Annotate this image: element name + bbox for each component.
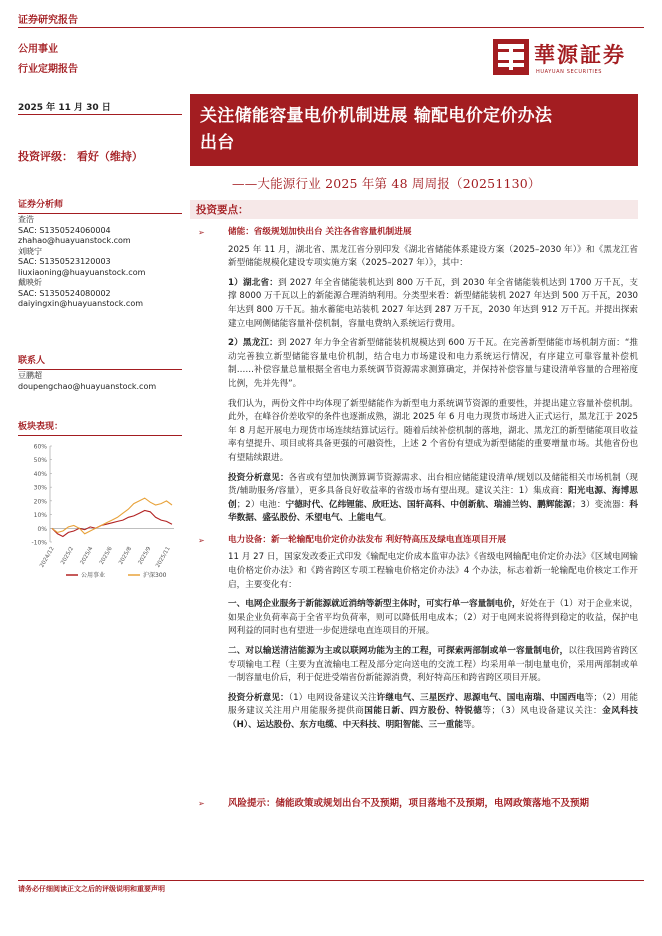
report-title-line1: 关注储能容量电价机制进展 输配电价定价办法	[200, 106, 553, 126]
y-tick-label: 60%	[33, 443, 47, 451]
analyst-block	[18, 215, 145, 310]
report-subtitle: ——大能源行业 2025 年第 48 周周报（20251130）	[232, 176, 541, 191]
analyst-name: 刘晓宁	[18, 246, 42, 256]
logo-name-en: HUAYUAN SECURITIES	[536, 69, 603, 75]
y-tick-label: 20%	[33, 498, 47, 506]
y-tick-label: 40%	[33, 470, 47, 478]
paragraph: 我们认为，两份文件中均体现了新型储能作为新型电力系统调节资源的重要性，并提出建立容量补偿机制。此外，在峰谷价差收窄的条件也逐渐成熟，湖北 2025 年 6 月电力现货市场进入正式运行，黑龙江于 2025 年 8 月起开展电力现货市场连续结算试运行。随着后续补偿机制的落地，湖北、黑龙江的新型储能项目收益率有望提升、项目或将具备更强的可融资性，上述 2 个省份有望成为新型储能的重要增量市场。其他省份也有望陆续跟进。	[228, 398, 638, 463]
analyst-name: 查浩	[18, 215, 34, 224]
analyst-sac: SAC: S1350524080002	[18, 288, 111, 298]
legend-label: 沪深300	[143, 572, 167, 579]
x-tick-label: 2025/2	[60, 546, 76, 566]
x-tick-label: 2025/6	[98, 546, 114, 566]
sector-label: 公用事业	[18, 44, 58, 55]
paragraph: 2）黑龙江：到 2027 年力争全省新型储能装机规模达到 600 万千瓦。在完善新型储能市场机制方面：“推动完善独立新型储能容量电价机制，结合电力市场建设和电力系统运行情况，有序建立可靠容量补偿机制……补偿容量总量根据全省电力系统调节资源需求测算确定，并保持补偿容量与建设清单容量的合理裕度比例，先并先得”。	[228, 338, 639, 389]
section-storage-heading: ➢ 储能：省级规划加快出台 关注各省容量机制进展	[194, 226, 638, 240]
analysts-heading: 证券分析师	[18, 197, 182, 214]
analyst-sac: SAC: S1350524060004	[18, 225, 111, 235]
bottom-divider	[18, 880, 644, 881]
analyst-email[interactable]: daiyingxin@huayuanstock.com	[18, 299, 144, 308]
arrow-bullet-icon: ➢	[198, 228, 205, 237]
contact-name: 豆鹏超	[18, 371, 42, 380]
contact-heading: 联系人	[18, 353, 182, 370]
paragraph: 二、对以输送清洁能源为主或以联网功能为主的工程，可探索两部制或单一容量制电价，以往我国跨省跨区专项输电工程（主要为直流输电工程及部分定向送电的交流工程）均采用单一制电量电价，采用两部制或单一制容量电价后，利于促进受端省份新能源消费，利好特高压和跨省跨区项目开展。	[228, 646, 638, 684]
paragraph: 11 月 27 日，国家发改委正式印发《输配电定价成本监审办法》《省级电网输配电价定价办法》《区域电网输电价格定价办法》和《跨省跨区专项工程输电价格定价办法》4 个办法，标志着新一轮输配电价核定工作开启，主要变化有：	[228, 552, 638, 590]
chart-heading: 板块表现：	[18, 419, 182, 436]
report-date: 2025 年 11 月 30 日	[18, 103, 111, 113]
report-title	[200, 103, 552, 157]
analyst-sac: SAC: S1350523120003	[18, 257, 111, 266]
x-tick-label: 2024/12	[39, 546, 56, 569]
report-kind-label: 行业定期报告	[18, 64, 78, 75]
x-tick-label: 2025/8	[118, 546, 134, 566]
section-grid-heading: ➢ 电力设备：新一轮输配电价定价办法发布 利好特高压及绿电直连项目开展	[194, 534, 638, 548]
top-divider	[18, 27, 644, 28]
analyst-email[interactable]: zhahao@huayuanstock.com	[18, 236, 131, 245]
main-content	[194, 226, 638, 733]
arrow-bullet-icon: ➢	[198, 799, 205, 808]
y-tick-label: 10%	[33, 512, 47, 520]
paragraph: 1）湖北省：到 2027 年全省储能装机达到 800 万千瓦，到 2030 年全省储能装机达到 1700 万千瓦，支撑 8000 万千瓦以上的新能源合理消纳利用。分类型来看：新型储能装机 2027 年达到 500 万千瓦，2030 年达到 800 万千瓦。抽水蓄能电站装机 2027 年达到 287 万千瓦，2030 年达到 912 万千瓦。并提出探索建立电网侧储能容量补偿机制，容量电费纳入系统运行费用。	[228, 277, 638, 329]
legend-label: 公用事业	[81, 572, 106, 579]
logo-mark-icon	[492, 38, 530, 76]
key-points-header	[190, 200, 638, 219]
paragraph: 一、电网企业服务于新能源就近消纳等新型主体时，可实行单一容量制电价，好处在于（1）对于企业来说，如果企业负荷率高于全省平均负荷率，则可以降低用电成本；（2）对于电网来说将得到稳定的收益，保护电网利益的同时也有望进一步促进绿电直连项目的开展。	[228, 599, 638, 637]
series-line-0	[52, 511, 172, 537]
x-tick-label: 2025/4	[79, 546, 95, 566]
x-tick-label: 2025/9	[137, 546, 153, 566]
key-points-title: 投资要点：	[196, 204, 249, 216]
sector-performance-chart	[24, 440, 182, 582]
contact-email[interactable]: doupengchao@huayuanstock.com	[18, 381, 157, 391]
x-tick-label: 2025/11	[155, 546, 172, 569]
report-type-label: 证券研究报告	[18, 15, 78, 26]
analyst-name: 戴映炘	[18, 278, 42, 287]
huayuan-logo	[492, 38, 642, 80]
disclaimer-note: 请务必仔细阅读正文之后的评级说明和重要声明	[18, 885, 165, 893]
chart-svg	[24, 440, 182, 582]
logo-name-cn: 華源証券	[534, 42, 626, 67]
investment-rating: 投资评级： 看好（维持）	[18, 150, 143, 163]
analyst-email[interactable]: liuxiaoning@huayuanstock.com	[18, 267, 146, 277]
title-banner	[190, 94, 638, 166]
risk-warning: ➢ 风险提示：储能政策或规划出台不及预期，项目落地不及预期，电网政策落地不及预期	[198, 798, 590, 809]
y-tick-label: 50%	[33, 457, 47, 465]
paragraph: 投资分析意见：（1）电网设备建议关注许继电气、三星医疗、思源电气、国电南瑞、中国西电等；（2）用能服务建议关注用户用能服务提供商国能日新、四方股份、特锐德等；（3）风电设备建议关注：金风科技（H）、运达股份、东方电缆、中天科技、明阳智能、三一重能等。	[228, 692, 638, 730]
y-tick-label: 30%	[33, 484, 47, 492]
paragraph: 2025 年 11 月，湖北省、黑龙江省分别印发《湖北省储能体系建设方案（2025–2030 年）》和《黑龙江省新型储能规模化建设专项实施方案（2025–2027 年）》，其中：	[228, 244, 638, 269]
report-title-line2: 出台	[200, 133, 235, 153]
paragraph: 投资分析意见：各省或有望加快测算调节资源需求、出台相应储能建设清单/规划以及储能相关市场机制（现货/辅助服务/容量），更多具备良好收益率的省级市场有望出现。建议关注：1）集成商：阳光电源、海博思创；2）电池：宁德时代、亿纬锂能、欣旺达、国轩高科、中创新航、瑞浦兰钧、鹏辉能源；3）变流器：科华数据、盛弘股份、禾望电气、上能电气。	[228, 472, 638, 524]
y-tick-label: -10%	[31, 539, 47, 547]
contact-block	[18, 371, 156, 392]
y-tick-label: 0%	[37, 525, 47, 533]
arrow-bullet-icon: ➢	[198, 535, 205, 545]
left-divider	[18, 114, 182, 115]
